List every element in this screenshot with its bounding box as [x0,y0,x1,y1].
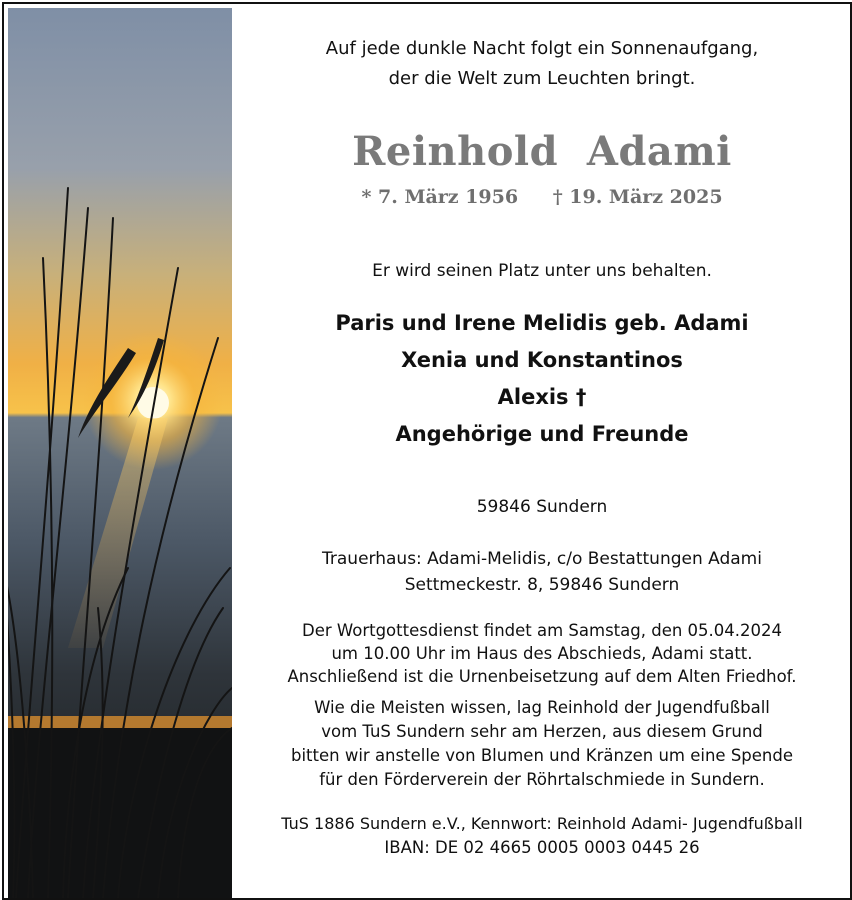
motto-line-2: der die Welt zum Leuchten bringt. [388,68,696,89]
mourning-house-line-2: Settmeckestr. 8, 59846 Sundern [404,575,680,595]
service-line-2: um 10.00 Uhr im Haus des Abschieds, Adami statt. [331,644,753,663]
sunset-beach-photo [8,8,232,898]
family-line-4: Angehörige und Freunde [395,422,689,446]
bank-line-1: TuS 1886 Sundern e.V., Kennwort: Reinhold Adami- Jugendfußball [281,814,803,833]
service-line-3: Anschließend ist die Urnenbeisetzung auf dem Alten Friedhof. [287,667,797,686]
donation-line-3: bitten wir anstelle von Blumen und Kränzen um eine Spende [290,746,794,765]
donation-line-1: Wie die Meisten wissen, lag Reinhold der Jugendfußball [314,698,770,717]
place-line: 59846 Sundern [476,497,608,517]
donation-line-2: vom TuS Sundern sehr am Herzen, aus diesem Grund [321,722,763,741]
deceased-name: Reinhold Adami [352,128,732,175]
family-line-1: Paris und Irene Melidis geb. Adami [335,311,749,335]
death-date: † 19. März 2025 [552,186,723,208]
bank-line-2: IBAN: DE 02 4665 0005 0003 0445 26 [384,838,700,857]
birth-date: * 7. März 1956 [361,186,519,208]
motto-line-1: Auf jede dunkle Nacht folgt ein Sonnenaufgang, [325,38,759,59]
tribute-line: Er wird seinen Platz unter uns behalten. [372,261,712,281]
donation-line-4: für den Förderverein der Röhrtalschmiede in Sundern. [319,770,765,789]
life-dates [234,186,850,208]
service-line-1: Der Wortgottesdienst findet am Samstag, den 05.04.2024 [301,621,783,640]
obituary-card [2,2,852,900]
sunset-grass-illustration [8,8,232,898]
mourning-house-line-1: Trauerhaus: Adami-Melidis, c/o Bestattungen Adami [322,549,762,569]
family-line-2: Xenia und Konstantinos [401,348,683,372]
family-line-3: Alexis † [497,385,587,409]
